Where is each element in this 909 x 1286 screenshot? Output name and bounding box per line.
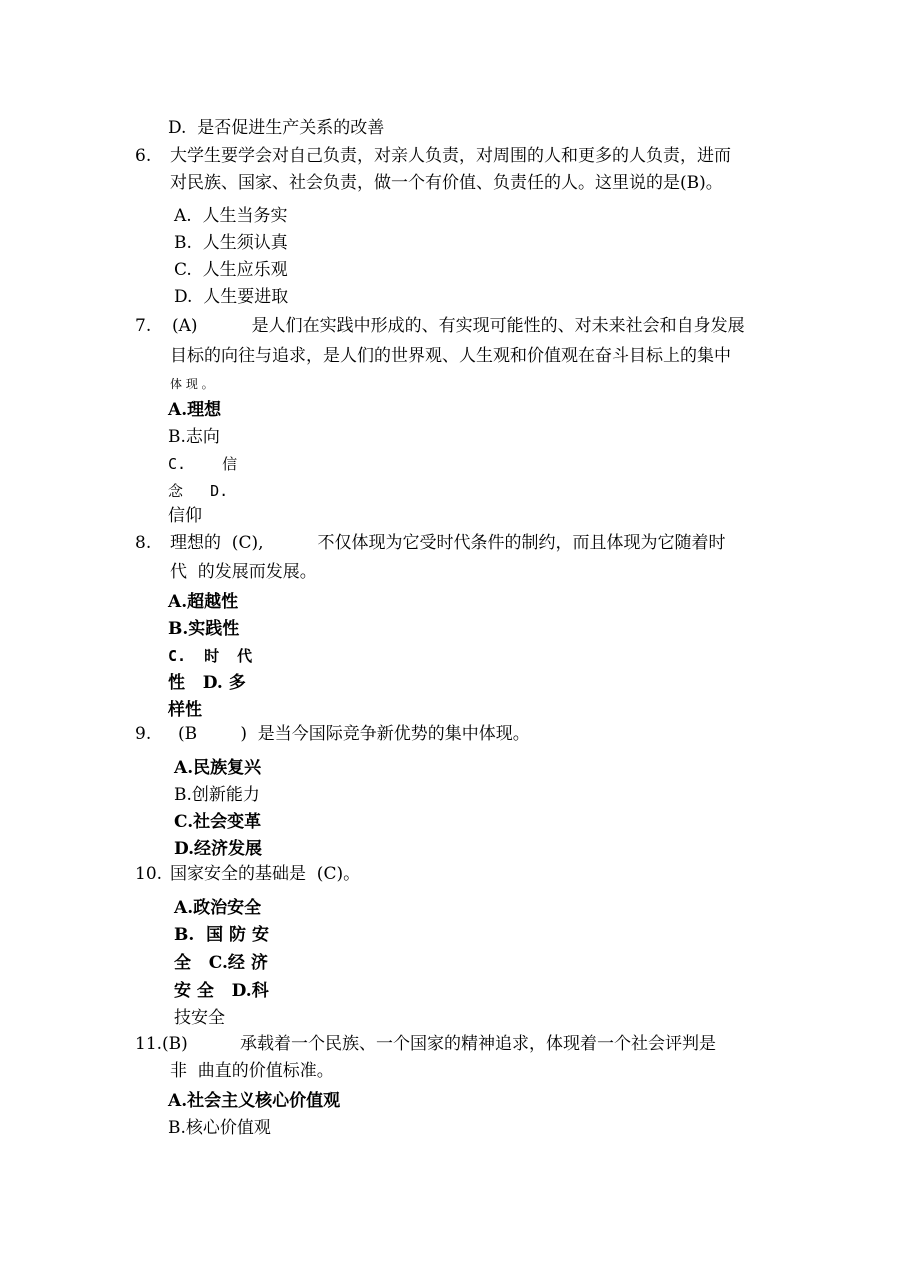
- q10-stem-line1: 国家安全的基础是 (C)。: [170, 864, 361, 884]
- q11-option-a: A.社会主义核心价值观: [168, 1091, 341, 1111]
- q7-option-b: B.志向: [168, 427, 220, 447]
- q6-option-a: A. 人生当务实: [174, 206, 288, 226]
- q7-stem-line1: (A) 是人们在实践中形成的、有实现可能性的、对未来社会和自身发展: [172, 316, 745, 336]
- q8-option-c-cont: 性 D. 多: [168, 673, 246, 693]
- q7-option-c-cont: 念 D.: [168, 482, 229, 500]
- q8-option-d: 样性: [168, 700, 202, 720]
- q7-number: 7.: [135, 316, 152, 336]
- q11-option-b: B.核心价值观: [168, 1118, 271, 1138]
- q6-stem-line1: 大学生要学会对自己负责，对亲人负责，对周围的人和更多的人负责，进而: [170, 146, 731, 166]
- q9-stem-line1: (B ) 是当今国际竞争新优势的集中体现。: [178, 724, 530, 744]
- q6-number: 6.: [135, 146, 152, 166]
- q9-option-c: C.社会变革: [174, 812, 262, 832]
- q8-option-a: A.超越性: [168, 592, 239, 612]
- q6-stem-line2: 对民族、国家、社会负责，做一个有价值、负责任的人。这里说的是(B)。: [170, 173, 723, 193]
- q7-option-c: C. 信: [168, 455, 238, 473]
- q7-stem-line2: 目标的向往与追求，是人们的世界观、人生观和价值观在奋斗目标上的集中: [170, 346, 731, 366]
- q9-number: 9.: [135, 724, 152, 744]
- q8-stem-line2: 代 的发展而发展。: [170, 562, 317, 582]
- q7-stem-line3: 体 现 。: [170, 377, 214, 391]
- q9-option-d: D.经济发展: [174, 839, 263, 859]
- q6-option-c: C. 人生应乐观: [174, 260, 288, 280]
- q8-option-b: B.实践性: [168, 619, 240, 639]
- q7-option-a: A.理想: [168, 400, 222, 420]
- q8-number: 8.: [135, 533, 152, 553]
- q8-option-c: C. 时 代: [168, 647, 253, 665]
- q11-number: 11.(B): [135, 1034, 188, 1054]
- q9-option-a: A.民族复兴: [174, 758, 262, 778]
- q10-option-b-cont: 全 C.经 济: [174, 953, 268, 973]
- q10-option-d: 技安全: [174, 1008, 225, 1028]
- q5-option-d: D. 是否促进生产关系的改善: [168, 118, 385, 138]
- q6-option-d: D. 人生要进取: [174, 287, 289, 307]
- q7-option-d: 信仰: [168, 506, 202, 526]
- q10-number: 10.: [135, 864, 163, 884]
- q9-option-b: B.创新能力: [174, 785, 260, 805]
- q11-stem-line2: 非 曲直的价值标准。: [170, 1061, 334, 1081]
- q6-option-b: B. 人生须认真: [174, 233, 288, 253]
- q10-option-c-cont: 安 全 D.科: [174, 981, 269, 1001]
- q10-option-a: A.政治安全: [174, 898, 262, 918]
- q11-stem-line1: 承载着一个民族、一个国家的精神追求，体现着一个社会评判是: [240, 1034, 716, 1054]
- q10-option-b: B. 国 防 安: [174, 925, 269, 945]
- q8-stem-line1: 理想的 (C), 不仅体现为它受时代条件的制约，而且体现为它随着时: [170, 533, 726, 553]
